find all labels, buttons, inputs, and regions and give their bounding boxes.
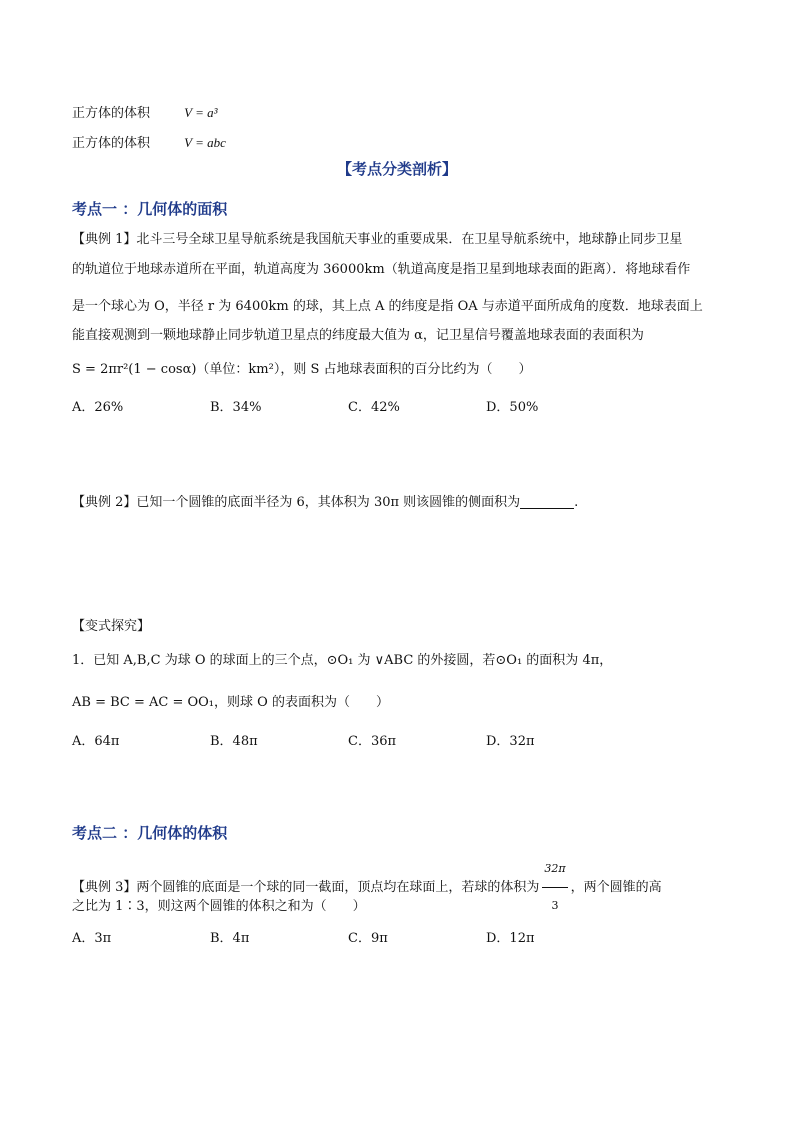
example-1-line: 能直接观测到一颗地球静止同步轨道卫星点的纬度最大值为 α，记卫星信号覆盖地球表面的表面积为 bbox=[72, 328, 644, 343]
example-2 bbox=[72, 496, 578, 509]
formula-row bbox=[72, 106, 218, 120]
answer-option-b: B．48π bbox=[210, 734, 258, 749]
answer-option-b: B．4π bbox=[210, 931, 250, 946]
variant-heading: 【变式探究】 bbox=[72, 619, 151, 634]
formula-expression: V = abc bbox=[184, 135, 226, 150]
answer-option-a: A．3π bbox=[72, 931, 112, 946]
answer-option-d: D．32π bbox=[486, 734, 535, 749]
example-3-text: 【典例 3】两个圆锥的底面是一个球的同一截面，顶点均在球面上，若球的体积为 bbox=[72, 880, 540, 895]
topic-heading: 考点二 ：几何体的体积 bbox=[72, 824, 228, 842]
answer-option-a: A．64π bbox=[72, 734, 120, 749]
example-1-line: 【典例 1】北斗三号全球卫星导航系统是我国航天事业的重要成果．在卫星导航系统中，地球静止同步卫星 bbox=[72, 232, 683, 247]
example-3-line: 之比为 1∶3，则这两个圆锥的体积之和为（ ） bbox=[72, 899, 366, 914]
example-1-line: 是一个球心为 O，半径 r 为 6400km 的球，其上点 A 的纬度是指 OA 与赤道平面所成角的度数．地球表面上 bbox=[72, 299, 703, 314]
formula-row bbox=[72, 136, 226, 150]
answer-option-b: B．34% bbox=[210, 400, 262, 415]
formula-label: 正方体的体积 bbox=[72, 136, 151, 151]
answer-option-c: C．42% bbox=[348, 400, 400, 415]
answer-option-c: C．36π bbox=[348, 734, 397, 749]
fraction-denominator: 3 bbox=[551, 899, 559, 912]
formula-label: 正方体的体积 bbox=[72, 106, 151, 121]
variant-line: 1．已知 A,B,C 为球 O 的球面上的三个点，⊙O₁ 为 ∨ABC 的外接圆，若⊙O₁ 的面积为 4π， bbox=[72, 653, 613, 668]
variant-line: AB = BC = AC = OO₁，则球 O 的表面积为（ ） bbox=[72, 695, 389, 710]
answer-option-d: D．12π bbox=[486, 931, 535, 946]
example-2-end: . bbox=[574, 495, 579, 510]
example-3-text: ，两个圆锥的高 bbox=[570, 880, 662, 895]
answer-blank bbox=[520, 496, 574, 509]
answer-option-c: C．9π bbox=[348, 931, 388, 946]
example-1-line: 的轨道位于地球赤道所在平面，轨道高度为 36000km（轨道高度是指卫星到地球表面的距离）．将地球看作 bbox=[72, 262, 691, 277]
example-1-line: S = 2πr²(1 − cosα)（单位：km²），则 S 占地球表面积的百分比约为（ ） bbox=[72, 362, 532, 377]
answer-option-d: D．50% bbox=[486, 400, 539, 415]
formula-expression: V = a³ bbox=[184, 105, 218, 120]
fraction-numerator: 32π bbox=[542, 852, 567, 888]
example-2-text: 【典例 2】已知一个圆锥的底面半径为 6，其体积为 30π 则该圆锥的侧面积为 bbox=[72, 495, 521, 510]
answer-option-a: A．26% bbox=[72, 400, 124, 415]
topic-heading: 考点一 ：几何体的面积 bbox=[72, 200, 228, 218]
volume-fraction bbox=[542, 852, 567, 923]
section-title: 【考点分类剖析】 bbox=[336, 160, 457, 178]
